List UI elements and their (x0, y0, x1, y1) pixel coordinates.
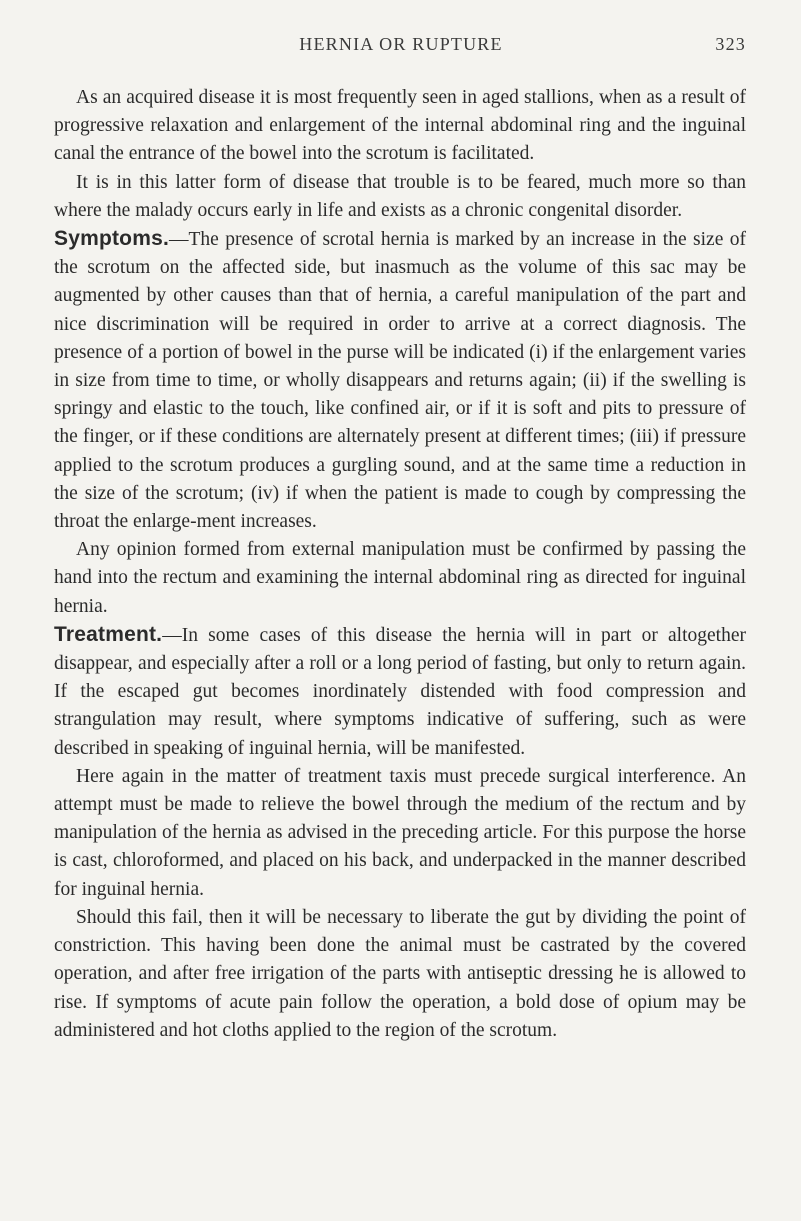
running-title: HERNIA OR RUPTURE (299, 34, 503, 54)
paragraph-text: As an acquired disease it is most frequently seen in aged stallions, when as a result of progressive relaxation and enlargement of the internal abdominal ring and the inguinal canal the entrance of the bowel into the scrotum is facilitated. (54, 87, 746, 165)
paragraph-latter-form (54, 169, 746, 225)
paragraph-text: It is in this latter form of disease that trouble is to be feared, much more so than where the malady occurs early in life and exists as a chronic congenital disorder. (54, 171, 746, 221)
treatment-heading: Treatment. (54, 622, 163, 646)
paragraph-text: Any opinion formed from external manipulation must be confirmed by passing the hand into the rectum and examining the internal abdominal ring as directed for inguinal hernia. (54, 539, 746, 617)
paragraph-text: —In some cases of this disease the hernia will in part or altogether disappear, and especially after a roll or a long period of fasting, but only to return again. If the escaped gut becomes inordinately distended with food compression and strangulation may result, where symptoms indicative of suffering, such as were described in speaking of inguinal hernia, will be manifested. (54, 624, 746, 759)
running-head (56, 34, 746, 62)
paragraph-text: —The presence of scrotal hernia is marked by an increase in the size of the scrotum on the affected side, but inasmuch as the volume of this sac may be augmented by other causes than that of hernia, a careful manipulation of the part and nice discrimination will be required in order to arrive at a correct diagnosis. The presence of a portion of bowel in the purse will be indicated (i) if the enlargement varies in size from time to time, or wholly disappears and returns again; (ii) if the swelling is springy and elastic to the touch, like confined air, or if it is soft and pits to pressure of the finger, or if these conditions are alternately present at different times; (iii) if pressure applied to the scrotum produces a gurgling sound, and at the same time a reduction in the size of the scrotum; (iv) if when the patient is made to cough by compressing the throat the enlarge-ment increases. (54, 229, 746, 533)
paragraph-text: Should this fail, then it will be necessary to liberate the gut by dividing the point of constriction. This having been done the animal must be castrated by the covered operation, and after free irrigation of the parts with antiseptic dressing he is allowed to rise. If symptoms of acute pain follow the operation, a bold dose of opium may be administered and hot cloths applied to the region of the scrotum. (54, 906, 746, 1041)
page-number: 323 (715, 34, 746, 54)
paragraph-symptoms (54, 225, 746, 536)
paragraph-acquired-disease (54, 84, 746, 169)
paragraph-taxis (54, 763, 746, 904)
symptoms-heading: Symptoms. (54, 227, 169, 251)
paragraph-should-fail (54, 904, 746, 1045)
paragraph-text: Here again in the matter of treatment taxis must precede surgical interference. An attempt must be made to relieve the bowel through the medium of the rectum and by manipulation of the hernia as advised in the preceding article. For this purpose the horse is cast, chloroformed, and placed on his back, and underpacked in the manner described for inguinal hernia. (54, 765, 746, 900)
paragraph-treatment (54, 621, 746, 763)
paragraph-opinion (54, 536, 746, 621)
body-text (54, 84, 746, 1045)
